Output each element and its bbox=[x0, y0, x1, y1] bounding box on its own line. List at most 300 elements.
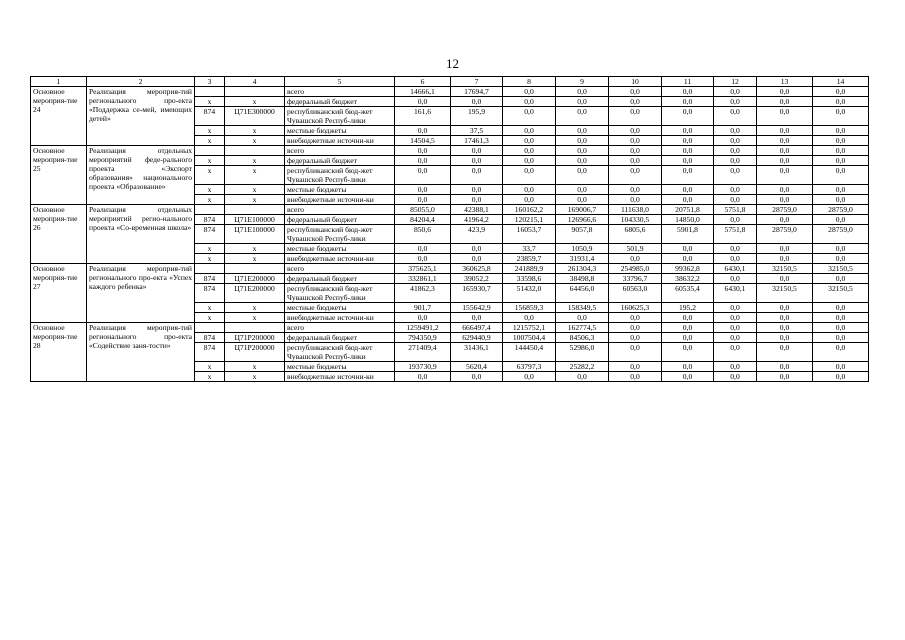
value-cell: 0,0 bbox=[662, 362, 714, 372]
value-cell: 629440,9 bbox=[451, 333, 503, 343]
value-cell: 6430,1 bbox=[714, 264, 757, 274]
header-row bbox=[31, 77, 869, 87]
budget-code-cell: х bbox=[225, 156, 285, 166]
table-row bbox=[31, 323, 869, 333]
event-description: Реализация мероприя-тий регионального про-екта «Поддержка се-мей, имеющих детей» bbox=[87, 87, 195, 146]
value-cell: 850,6 bbox=[395, 225, 451, 244]
value-cell: 39052,2 bbox=[451, 274, 503, 284]
value-cell: 63797,3 bbox=[503, 362, 556, 372]
value-cell: 16053,7 bbox=[503, 225, 556, 244]
value-cell: 0,0 bbox=[609, 323, 662, 333]
value-cell: 0,0 bbox=[757, 362, 813, 372]
column-header-1: 1 bbox=[31, 77, 87, 87]
funding-source-cell: всего bbox=[285, 87, 395, 97]
value-cell: 165930,7 bbox=[451, 284, 503, 303]
event-description: Реализация отдельных мероприятий феде-рального проекта «Экспорт образования» национального проекта «Образование» bbox=[87, 146, 195, 205]
budget-code-cell: х bbox=[225, 254, 285, 264]
value-cell: 0,0 bbox=[556, 166, 609, 185]
value-cell: 0,0 bbox=[609, 195, 662, 205]
value-cell: 0,0 bbox=[757, 156, 813, 166]
column-header-14: 14 bbox=[813, 77, 869, 87]
value-cell: 0,0 bbox=[714, 362, 757, 372]
value-cell: 375625,1 bbox=[395, 264, 451, 274]
value-cell: 0,0 bbox=[757, 244, 813, 254]
value-cell: 0,0 bbox=[813, 215, 869, 225]
budget-code-cell: х bbox=[225, 303, 285, 313]
value-cell: 0,0 bbox=[556, 97, 609, 107]
value-cell: 0,0 bbox=[662, 254, 714, 264]
value-cell: 84204,4 bbox=[395, 215, 451, 225]
value-cell: 0,0 bbox=[714, 146, 757, 156]
value-cell: 32150,5 bbox=[813, 264, 869, 274]
budget-code-cell: х bbox=[225, 166, 285, 185]
value-cell: 5901,8 bbox=[662, 225, 714, 244]
value-cell: 261304,3 bbox=[556, 264, 609, 274]
value-cell: 0,0 bbox=[757, 313, 813, 323]
value-cell: 0,0 bbox=[714, 166, 757, 185]
value-cell: 41862,3 bbox=[395, 284, 451, 303]
funding-source-cell: федеральный бюджет bbox=[285, 274, 395, 284]
value-cell: 0,0 bbox=[813, 343, 869, 362]
value-cell: 195,2 bbox=[662, 303, 714, 313]
value-cell: 0,0 bbox=[609, 343, 662, 362]
value-cell: 0,0 bbox=[662, 185, 714, 195]
value-cell: 0,0 bbox=[395, 185, 451, 195]
admin-code-cell: х bbox=[195, 136, 225, 146]
value-cell: 0,0 bbox=[451, 97, 503, 107]
value-cell: 25282,2 bbox=[556, 362, 609, 372]
value-cell: 0,0 bbox=[556, 195, 609, 205]
value-cell: 0,0 bbox=[451, 254, 503, 264]
value-cell: 33796,7 bbox=[609, 274, 662, 284]
value-cell: 0,0 bbox=[813, 372, 869, 382]
value-cell: 271409,4 bbox=[395, 343, 451, 362]
budget-code-cell: х bbox=[225, 244, 285, 254]
budget-code-cell: Ц71Е100000 bbox=[225, 215, 285, 225]
value-cell: 0,0 bbox=[714, 126, 757, 136]
value-cell: 0,0 bbox=[714, 303, 757, 313]
value-cell: 42388,1 bbox=[451, 205, 503, 215]
value-cell: 60535,4 bbox=[662, 284, 714, 303]
funding-source-cell: федеральный бюджет bbox=[285, 156, 395, 166]
value-cell: 41964,2 bbox=[451, 215, 503, 225]
value-cell: 0,0 bbox=[662, 343, 714, 362]
value-cell: 120215,1 bbox=[503, 215, 556, 225]
value-cell: 28759,0 bbox=[757, 225, 813, 244]
value-cell: 423,9 bbox=[451, 225, 503, 244]
admin-code-cell bbox=[195, 323, 225, 333]
admin-code-cell: 874 bbox=[195, 274, 225, 284]
value-cell: 0,0 bbox=[609, 156, 662, 166]
admin-code-cell: 874 bbox=[195, 225, 225, 244]
budget-code-cell: х bbox=[225, 97, 285, 107]
value-cell: 0,0 bbox=[757, 333, 813, 343]
value-cell: 85055,0 bbox=[395, 205, 451, 215]
value-cell: 0,0 bbox=[813, 323, 869, 333]
event-name: Основное мероприя-тие 28 bbox=[31, 323, 87, 382]
value-cell: 0,0 bbox=[757, 372, 813, 382]
value-cell: 52986,0 bbox=[556, 343, 609, 362]
value-cell: 0,0 bbox=[662, 156, 714, 166]
funding-source-cell: местные бюджеты bbox=[285, 244, 395, 254]
funding-source-cell: местные бюджеты bbox=[285, 303, 395, 313]
value-cell: 28759,0 bbox=[813, 225, 869, 244]
budget-code-cell: х bbox=[225, 195, 285, 205]
admin-code-cell bbox=[195, 87, 225, 97]
funding-source-cell: республиканский бюд-жет Чувашской Респуб-лики bbox=[285, 107, 395, 126]
value-cell: 0,0 bbox=[609, 313, 662, 323]
value-cell: 20751,8 bbox=[662, 205, 714, 215]
value-cell: 28759,0 bbox=[813, 205, 869, 215]
value-cell: 0,0 bbox=[609, 107, 662, 126]
value-cell: 38498,8 bbox=[556, 274, 609, 284]
funding-source-cell: внебюджетные источни-ки bbox=[285, 136, 395, 146]
value-cell: 0,0 bbox=[395, 156, 451, 166]
value-cell: 0,0 bbox=[714, 185, 757, 195]
value-cell: 0,0 bbox=[395, 313, 451, 323]
event-name: Основное мероприя-тие 24 bbox=[31, 87, 87, 146]
column-header-4: 4 bbox=[225, 77, 285, 87]
value-cell: 0,0 bbox=[662, 195, 714, 205]
value-cell: 0,0 bbox=[757, 215, 813, 225]
value-cell: 0,0 bbox=[451, 195, 503, 205]
funding-source-cell: всего bbox=[285, 205, 395, 215]
value-cell: 23859,7 bbox=[503, 254, 556, 264]
admin-code-cell: х bbox=[195, 97, 225, 107]
value-cell: 0,0 bbox=[451, 372, 503, 382]
value-cell: 254985,0 bbox=[609, 264, 662, 274]
value-cell: 501,9 bbox=[609, 244, 662, 254]
event-name: Основное мероприя-тие 25 bbox=[31, 146, 87, 205]
value-cell: 0,0 bbox=[609, 97, 662, 107]
event-description: Реализация мероприя-тий регионального про-екта «Содействие заня-тости» bbox=[87, 323, 195, 382]
value-cell: 0,0 bbox=[757, 185, 813, 195]
value-cell: 0,0 bbox=[503, 313, 556, 323]
admin-code-cell: х bbox=[195, 303, 225, 313]
value-cell: 0,0 bbox=[714, 87, 757, 97]
value-cell: 0,0 bbox=[714, 343, 757, 362]
value-cell: 32150,5 bbox=[757, 284, 813, 303]
value-cell: 332861,1 bbox=[395, 274, 451, 284]
value-cell: 0,0 bbox=[813, 313, 869, 323]
value-cell: 0,0 bbox=[556, 107, 609, 126]
budget-code-cell: Ц71Е200000 bbox=[225, 284, 285, 303]
column-header-7: 7 bbox=[451, 77, 503, 87]
funding-source-cell: всего bbox=[285, 146, 395, 156]
value-cell: 0,0 bbox=[757, 166, 813, 185]
value-cell: 0,0 bbox=[662, 136, 714, 146]
value-cell: 0,0 bbox=[609, 254, 662, 264]
value-cell: 0,0 bbox=[556, 87, 609, 97]
admin-code-cell: х bbox=[195, 313, 225, 323]
column-header-9: 9 bbox=[556, 77, 609, 87]
value-cell: 0,0 bbox=[662, 107, 714, 126]
budget-code-cell bbox=[225, 205, 285, 215]
value-cell: 0,0 bbox=[714, 244, 757, 254]
budget-code-cell bbox=[225, 264, 285, 274]
value-cell: 0,0 bbox=[395, 195, 451, 205]
value-cell: 0,0 bbox=[813, 146, 869, 156]
value-cell: 111638,0 bbox=[609, 205, 662, 215]
value-cell: 0,0 bbox=[609, 126, 662, 136]
value-cell: 241889,9 bbox=[503, 264, 556, 274]
value-cell: 0,0 bbox=[757, 87, 813, 97]
value-cell: 360625,8 bbox=[451, 264, 503, 274]
budget-code-cell: х bbox=[225, 362, 285, 372]
value-cell: 0,0 bbox=[609, 146, 662, 156]
table-row bbox=[31, 264, 869, 274]
value-cell: 0,0 bbox=[714, 97, 757, 107]
value-cell: 0,0 bbox=[813, 156, 869, 166]
funding-source-cell: всего bbox=[285, 264, 395, 274]
value-cell: 1215752,1 bbox=[503, 323, 556, 333]
value-cell: 0,0 bbox=[662, 323, 714, 333]
funding-source-cell: федеральный бюджет bbox=[285, 97, 395, 107]
funding-source-cell: республиканский бюд-жет Чувашской Респуб-лики bbox=[285, 284, 395, 303]
budget-code-cell bbox=[225, 87, 285, 97]
admin-code-cell: х bbox=[195, 185, 225, 195]
page-number: 12 bbox=[446, 56, 459, 71]
value-cell: 33,7 bbox=[503, 244, 556, 254]
value-cell: 0,0 bbox=[556, 156, 609, 166]
value-cell: 14850,0 bbox=[662, 215, 714, 225]
value-cell: 0,0 bbox=[503, 97, 556, 107]
value-cell: 0,0 bbox=[757, 343, 813, 362]
value-cell: 17694,7 bbox=[451, 87, 503, 97]
value-cell: 0,0 bbox=[813, 333, 869, 343]
value-cell: 0,0 bbox=[503, 146, 556, 156]
value-cell: 0,0 bbox=[451, 166, 503, 185]
value-cell: 0,0 bbox=[714, 215, 757, 225]
value-cell: 0,0 bbox=[503, 195, 556, 205]
value-cell: 0,0 bbox=[503, 87, 556, 97]
value-cell: 0,0 bbox=[609, 136, 662, 146]
budget-code-cell: х bbox=[225, 126, 285, 136]
value-cell: 794350,9 bbox=[395, 333, 451, 343]
funding-source-cell: федеральный бюджет bbox=[285, 333, 395, 343]
admin-code-cell: х bbox=[195, 244, 225, 254]
value-cell: 6430,1 bbox=[714, 284, 757, 303]
value-cell: 5620,4 bbox=[451, 362, 503, 372]
value-cell: 0,0 bbox=[813, 303, 869, 313]
value-cell: 104330,5 bbox=[609, 215, 662, 225]
value-cell: 0,0 bbox=[451, 313, 503, 323]
value-cell: 0,0 bbox=[395, 372, 451, 382]
column-header-13: 13 bbox=[757, 77, 813, 87]
value-cell: 195,9 bbox=[451, 107, 503, 126]
budget-code-cell: Ц71Е300000 bbox=[225, 107, 285, 126]
value-cell: 0,0 bbox=[395, 244, 451, 254]
value-cell: 0,0 bbox=[662, 244, 714, 254]
value-cell: 0,0 bbox=[662, 97, 714, 107]
value-cell: 0,0 bbox=[714, 323, 757, 333]
value-cell: 1007504,4 bbox=[503, 333, 556, 343]
value-cell: 0,0 bbox=[714, 156, 757, 166]
value-cell: 0,0 bbox=[813, 362, 869, 372]
funding-source-cell: республиканский бюд-жет Чувашской Респуб-лики bbox=[285, 225, 395, 244]
value-cell: 0,0 bbox=[813, 166, 869, 185]
column-header-2: 2 bbox=[87, 77, 195, 87]
value-cell: 14666,1 bbox=[395, 87, 451, 97]
value-cell: 0,0 bbox=[714, 372, 757, 382]
budget-code-cell: Ц71Р200000 bbox=[225, 333, 285, 343]
value-cell: 0,0 bbox=[662, 372, 714, 382]
value-cell: 169006,7 bbox=[556, 205, 609, 215]
column-header-11: 11 bbox=[662, 77, 714, 87]
value-cell: 0,0 bbox=[757, 136, 813, 146]
admin-code-cell bbox=[195, 264, 225, 274]
value-cell: 0,0 bbox=[757, 274, 813, 284]
value-cell: 0,0 bbox=[609, 185, 662, 195]
value-cell: 99362,8 bbox=[662, 264, 714, 274]
value-cell: 0,0 bbox=[662, 313, 714, 323]
value-cell: 0,0 bbox=[662, 146, 714, 156]
value-cell: 84506,3 bbox=[556, 333, 609, 343]
budget-code-cell bbox=[225, 323, 285, 333]
value-cell: 155642,9 bbox=[451, 303, 503, 313]
value-cell: 0,0 bbox=[503, 372, 556, 382]
table-body bbox=[31, 87, 869, 382]
value-cell: 0,0 bbox=[757, 195, 813, 205]
value-cell: 901,7 bbox=[395, 303, 451, 313]
value-cell: 0,0 bbox=[395, 146, 451, 156]
value-cell: 28759,0 bbox=[757, 205, 813, 215]
value-cell: 0,0 bbox=[503, 107, 556, 126]
value-cell: 0,0 bbox=[813, 87, 869, 97]
value-cell: 0,0 bbox=[757, 303, 813, 313]
value-cell: 6805,6 bbox=[609, 225, 662, 244]
funding-source-cell: местные бюджеты bbox=[285, 362, 395, 372]
value-cell: 0,0 bbox=[757, 97, 813, 107]
event-description: Реализация отдельных мероприятий регио-нального проекта «Со-временная школа» bbox=[87, 205, 195, 264]
value-cell: 0,0 bbox=[757, 323, 813, 333]
column-header-5: 5 bbox=[285, 77, 395, 87]
budget-table bbox=[30, 76, 869, 382]
value-cell: 0,0 bbox=[451, 146, 503, 156]
admin-code-cell: 874 bbox=[195, 343, 225, 362]
value-cell: 158349,5 bbox=[556, 303, 609, 313]
value-cell: 0,0 bbox=[395, 166, 451, 185]
budget-code-cell: Ц71Е200000 bbox=[225, 274, 285, 284]
value-cell: 0,0 bbox=[813, 136, 869, 146]
admin-code-cell: х bbox=[195, 195, 225, 205]
funding-source-cell: внебюджетные источни-ки bbox=[285, 372, 395, 382]
value-cell: 0,0 bbox=[757, 254, 813, 264]
value-cell: 666497,4 bbox=[451, 323, 503, 333]
column-header-10: 10 bbox=[609, 77, 662, 87]
value-cell: 0,0 bbox=[556, 372, 609, 382]
value-cell: 193730,9 bbox=[395, 362, 451, 372]
value-cell: 33598,6 bbox=[503, 274, 556, 284]
value-cell: 0,0 bbox=[556, 146, 609, 156]
value-cell: 38632,2 bbox=[662, 274, 714, 284]
funding-source-cell: республиканский бюд-жет Чувашской Респуб-лики bbox=[285, 166, 395, 185]
value-cell: 32150,5 bbox=[757, 264, 813, 274]
event-name: Основное мероприя-тие 27 bbox=[31, 264, 87, 323]
column-header-12: 12 bbox=[714, 77, 757, 87]
admin-code-cell: 874 bbox=[195, 284, 225, 303]
admin-code-cell: х bbox=[195, 362, 225, 372]
value-cell: 32150,5 bbox=[813, 284, 869, 303]
event-name: Основное мероприя-тие 26 bbox=[31, 205, 87, 264]
value-cell: 0,0 bbox=[395, 97, 451, 107]
value-cell: 162774,5 bbox=[556, 323, 609, 333]
value-cell: 0,0 bbox=[451, 156, 503, 166]
value-cell: 161,6 bbox=[395, 107, 451, 126]
value-cell: 0,0 bbox=[714, 195, 757, 205]
value-cell: 64456,0 bbox=[556, 284, 609, 303]
value-cell: 0,0 bbox=[757, 146, 813, 156]
funding-source-cell: местные бюджеты bbox=[285, 126, 395, 136]
value-cell: 0,0 bbox=[662, 166, 714, 185]
value-cell: 0,0 bbox=[662, 126, 714, 136]
column-header-3: 3 bbox=[195, 77, 225, 87]
value-cell: 0,0 bbox=[813, 274, 869, 284]
value-cell: 0,0 bbox=[503, 126, 556, 136]
column-header-6: 6 bbox=[395, 77, 451, 87]
value-cell: 5751,8 bbox=[714, 205, 757, 215]
value-cell: 0,0 bbox=[757, 126, 813, 136]
value-cell: 31931,4 bbox=[556, 254, 609, 264]
value-cell: 0,0 bbox=[503, 156, 556, 166]
value-cell: 0,0 bbox=[503, 136, 556, 146]
value-cell: 0,0 bbox=[503, 166, 556, 185]
value-cell: 0,0 bbox=[813, 185, 869, 195]
admin-code-cell: х bbox=[195, 126, 225, 136]
value-cell: 0,0 bbox=[609, 362, 662, 372]
value-cell: 0,0 bbox=[757, 107, 813, 126]
value-cell: 14504,5 bbox=[395, 136, 451, 146]
table-row bbox=[31, 87, 869, 97]
value-cell: 0,0 bbox=[503, 185, 556, 195]
value-cell: 0,0 bbox=[451, 244, 503, 254]
value-cell: 0,0 bbox=[609, 87, 662, 97]
admin-code-cell: 874 bbox=[195, 215, 225, 225]
budget-code-cell: х bbox=[225, 136, 285, 146]
value-cell: 9057,8 bbox=[556, 225, 609, 244]
budget-code-cell: Ц71Р200000 bbox=[225, 343, 285, 362]
value-cell: 0,0 bbox=[609, 372, 662, 382]
funding-source-cell: федеральный бюджет bbox=[285, 215, 395, 225]
value-cell: 160162,2 bbox=[503, 205, 556, 215]
table-row bbox=[31, 146, 869, 156]
budget-code-cell: Ц71Е100000 bbox=[225, 225, 285, 244]
admin-code-cell: 874 bbox=[195, 107, 225, 126]
value-cell: 0,0 bbox=[813, 244, 869, 254]
value-cell: 17461,3 bbox=[451, 136, 503, 146]
value-cell: 160625,3 bbox=[609, 303, 662, 313]
budget-code-cell: х bbox=[225, 313, 285, 323]
value-cell: 0,0 bbox=[395, 126, 451, 136]
value-cell: 0,0 bbox=[813, 195, 869, 205]
admin-code-cell: х bbox=[195, 166, 225, 185]
value-cell: 0,0 bbox=[556, 126, 609, 136]
value-cell: 0,0 bbox=[609, 166, 662, 185]
funding-source-cell: внебюджетные источни-ки bbox=[285, 313, 395, 323]
value-cell: 51432,0 bbox=[503, 284, 556, 303]
value-cell: 1259491,2 bbox=[395, 323, 451, 333]
value-cell: 0,0 bbox=[714, 333, 757, 343]
funding-source-cell: внебюджетные источни-ки bbox=[285, 195, 395, 205]
value-cell: 0,0 bbox=[813, 126, 869, 136]
value-cell: 0,0 bbox=[714, 136, 757, 146]
admin-code-cell bbox=[195, 205, 225, 215]
value-cell: 0,0 bbox=[556, 136, 609, 146]
value-cell: 0,0 bbox=[714, 313, 757, 323]
value-cell: 0,0 bbox=[662, 333, 714, 343]
budget-code-cell bbox=[225, 146, 285, 156]
funding-source-cell: внебюджетные источни-ки bbox=[285, 254, 395, 264]
